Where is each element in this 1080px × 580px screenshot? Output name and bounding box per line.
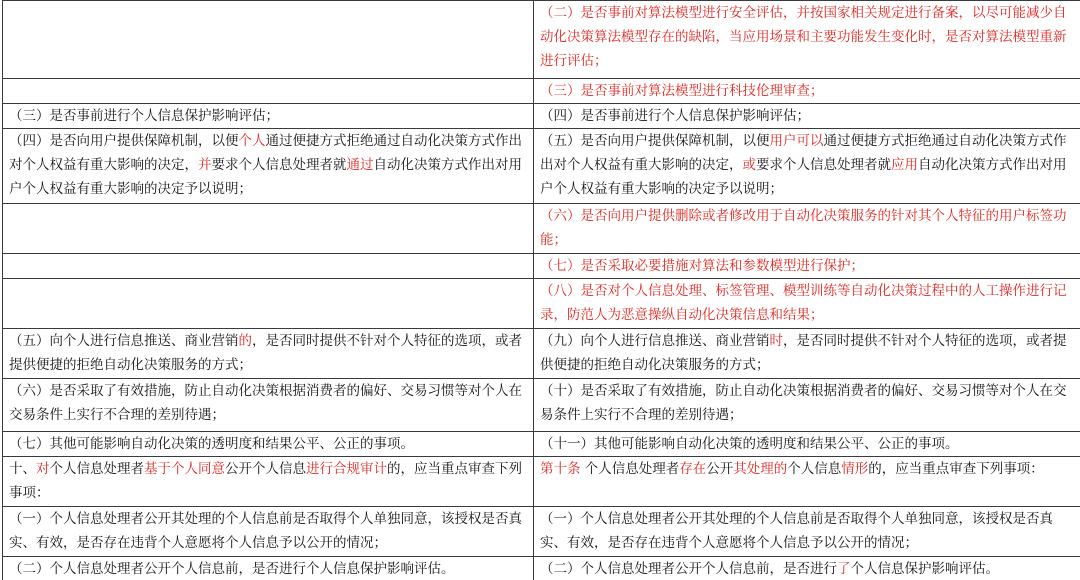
text-run: （七）其他可能影响自动化决策的透明度和结果公平、公正的事项。 [9,436,414,452]
table-row [3,1,1080,79]
right-cell [534,254,1080,279]
highlighted-text-run: 存在 [679,461,707,477]
right-cell [534,279,1080,329]
left-cell [3,329,534,379]
text-run: （一）个人信息处理者公开其处理的个人信息前是否取得个人单独同意，该授权是否真实、有效，是否存在违背个人意愿将个人信息予以公开的情况； [9,511,522,551]
right-cell [534,79,1080,104]
left-cell [3,432,534,457]
left-cell [3,204,534,254]
table-row [3,204,1080,254]
text-run: ，是否同时提供不针对个人特征的选项，或者提供便捷的拒绝自动化决策服务的方式； [540,333,1067,373]
table-row [3,379,1080,432]
highlighted-text-run: 进行合规审计 [306,461,387,477]
table-row [3,329,1080,379]
text-run: （十一）其他可能影响自动化决策的透明度和结果公平、公正的事项。 [540,436,959,452]
left-cell [3,379,534,432]
table-row [3,79,1080,104]
table-row [3,104,1080,129]
table-row [3,507,1080,557]
highlighted-text-run: 的 [238,333,252,349]
highlighted-text-run: （三）是否事前对算法模型进行科技伦理审查； [540,83,824,99]
text-run: 公开个人信息 [225,461,306,477]
left-cell [3,1,534,79]
text-run: 的，应当重点审查下列事项： [9,461,522,501]
table-row [3,129,1080,204]
left-cell [3,79,534,104]
left-cell [3,129,534,204]
table-row [3,254,1080,279]
text-run: （一）个人信息处理者公开其处理的个人信息前是否取得个人单独同意，该授权是否真实、有效，是否存在违背个人意愿将个人信息予以公开的情况； [540,511,1053,551]
highlighted-text-run: （二）是否事前对算法模型进行安全评估，并按国家相关规定进行备案，以尽可能减少自动化决策算法模型存在的缺陷，当应用场景和主要功能发生变化时，是否对算法模型重新进行评估； [540,5,1067,69]
highlighted-text-run: （六）是否向用户提供删除或者修改用于自动化决策服务的针对其个人特征的用户标签功能； [540,208,1067,248]
highlighted-text-run: 基于个人同意 [144,461,225,477]
right-cell [534,432,1080,457]
text-run: ，是否同时提供不针对个人特征的选项，或者提供便捷的拒绝自动化决策服务的方式； [9,333,522,373]
right-cell [534,329,1080,379]
text-run: 要求个人信息处理者就 [211,157,347,173]
text-run: （六）是否采取了有效措施，防止自动化决策根据消费者的偏好、交易习惯等对个人在交易条件上实行不合理的差别待遇； [9,383,522,423]
highlighted-text-run: 个人 [238,133,266,149]
right-cell [534,457,1080,507]
right-cell [534,379,1080,432]
right-cell [534,104,1080,129]
right-cell [534,1,1080,79]
comparison-table [2,0,1080,580]
table-row [3,432,1080,457]
highlighted-text-run: 应用 [891,157,918,173]
left-cell [3,457,534,507]
text-run: 个人信息处理者 [580,461,680,477]
text-run: （二）个人信息处理者公开个人信息前，是否进行 [540,561,837,577]
highlighted-text-run: 或 [742,157,756,173]
right-cell [534,557,1080,580]
right-cell [534,129,1080,204]
text-run: （五）是否向用户提供保障机制，以便 [540,133,770,149]
comparison-table-body [3,1,1080,580]
left-cell [3,254,534,279]
text-run: 公开 [706,461,734,477]
table-row [3,279,1080,329]
text-run: 要求个人信息处理者就 [756,157,891,173]
text-run: 个人信息保护影响评估。 [850,561,999,577]
text-run: （三）是否事前进行个人信息保护影响评估； [9,108,279,124]
highlighted-text-run: （七）是否采取必要措施对算法和参数模型进行保护； [540,258,864,274]
highlighted-text-run: 时 [769,333,783,349]
highlighted-text-run: （八）是否对个人信息处理、标签管理、模型训练等自动化决策过程中的人工操作进行记录，防范人为恶意操纵自动化决策信息和结果； [540,283,1067,323]
text-run: 十、 [9,461,36,477]
left-cell [3,557,534,580]
highlighted-text-run: 第十条 [540,461,581,477]
table-row [3,557,1080,580]
left-cell [3,507,534,557]
highlighted-text-run: 其处理的 [733,461,788,477]
text-run: 个人信息 [787,461,842,477]
text-run: 通过便捷方式拒绝通过自动化决策方式作出对个人权益有重大影响的决定， [540,133,1067,173]
highlighted-text-run: 情形 [841,461,869,477]
text-run: （四）是否向用户提供保障机制，以便 [9,133,239,149]
right-cell [534,507,1080,557]
text-run: （九）向个人进行信息推送、商业营销 [540,333,770,349]
table-row [3,457,1080,507]
highlighted-text-run: 通过 [346,157,374,173]
text-run: 通过便捷方式拒绝通过自动化决策方式作出对个人权益有重大影响的决定， [9,133,522,173]
highlighted-text-run: 了 [837,561,851,577]
text-run: （五）向个人进行信息推送、商业营销 [9,333,239,349]
left-cell [3,279,534,329]
text-run: （二）个人信息处理者公开个人信息前，是否进行个人信息保护影响评估。 [9,561,455,577]
text-run: （十）是否采取了有效措施，防止自动化决策根据消费者的偏好、交易习惯等对个人在交易条件上实行不合理的差别待遇； [540,383,1067,423]
text-run: 自动化决策方式作出对用户个人权益有重大影响的决定予以说明； [540,157,1067,197]
highlighted-text-run: 用户可以 [769,133,824,149]
text-run: 的，应当重点审查下列事项： [868,461,1044,477]
highlighted-text-run: 并 [198,157,212,173]
right-cell [534,204,1080,254]
text-run: （四）是否事前进行个人信息保护影响评估； [540,108,810,124]
text-run: 个人信息处理者 [49,461,144,477]
left-cell [3,104,534,129]
highlighted-text-run: 对 [36,461,50,477]
text-run: 自动化决策方式作出对用户个人权益有重大影响的决定予以说明； [9,157,522,197]
